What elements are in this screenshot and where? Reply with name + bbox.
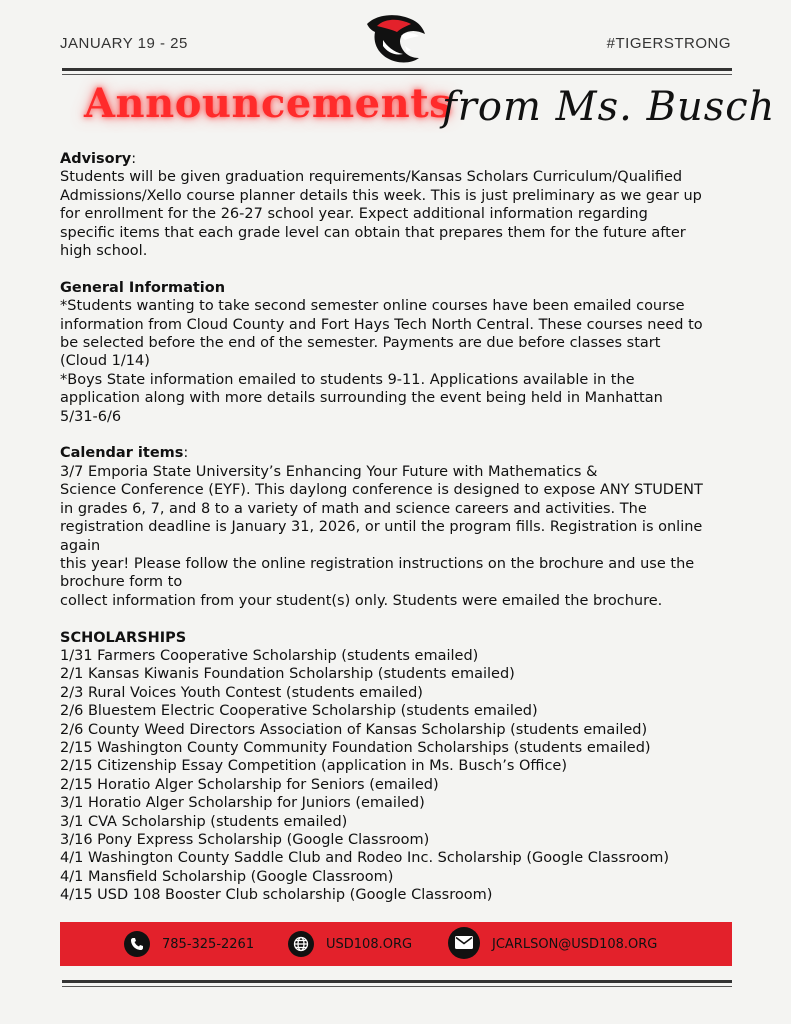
calendar-line: Science Conference (EYF). This daylong conference is designed to expose ANY STUDENT — [60, 482, 703, 499]
scholarship-item: 4/1 Mansfield Scholarship (Google Classroom) — [60, 868, 394, 885]
general-line: application along with more details surrounding the event being held in Manhattan — [60, 390, 663, 407]
hashtag: #TIGERSTRONG — [606, 35, 731, 52]
phone-number: 785-325-2261 — [162, 936, 255, 952]
globe-icon — [288, 931, 314, 957]
general-heading: General Information — [60, 279, 226, 296]
website-link: USD108.ORG — [326, 936, 413, 952]
calendar-line: collect information from your student(s) only. Students were emailed the brochure. — [60, 592, 663, 609]
contact-email[interactable] — [448, 931, 657, 957]
contact-website[interactable] — [288, 931, 412, 957]
advisory-heading: Advisory — [60, 151, 132, 167]
scholarship-item: 4/1 Washington County Saddle Club and Rodeo Inc. Scholarship (Google Classroom) — [60, 850, 670, 867]
scholarship-item: 2/3 Rural Voices Youth Contest (students emailed) — [60, 684, 423, 701]
advisory-heading-line: Advisory: — [60, 151, 137, 167]
general-line: information from Cloud County and Fort Hays Tech North Central. These courses need to — [60, 316, 703, 333]
contact-bar — [60, 922, 732, 966]
calendar-line: in grades 6, 7, and 8 to a variety of math and science careers and activities. The — [60, 500, 647, 517]
calendar-line: 3/7 Emporia State University’s Enhancing Your Future with Mathematics & — [60, 463, 598, 480]
announcement-body — [60, 150, 750, 905]
scholarships-heading: SCHOLARSHIPS — [60, 629, 187, 646]
mail-icon — [448, 927, 480, 959]
header-rule-thin — [62, 74, 732, 75]
date-range: JANUARY 19 - 25 — [60, 35, 188, 52]
scholarship-item: 2/6 Bluestem Electric Cooperative Scholarship (students emailed) — [60, 703, 538, 720]
footer-rule-thick — [62, 980, 732, 983]
scholarship-item: 2/15 Washington County Community Foundation Scholarships (students emailed) — [60, 739, 651, 756]
general-line: *Students wanting to take second semester online courses have been emailed course — [60, 298, 685, 315]
advisory-line: for enrollment for the 26-27 school year. Expect additional information regarding — [60, 206, 648, 223]
calendar-heading-line: Calendar items: — [60, 445, 189, 462]
advisory-line: specific items that each grade level can obtain that prepares them for the future after — [60, 224, 686, 241]
scholarship-item: 2/15 Citizenship Essay Competition (application in Ms. Busch’s Office) — [60, 758, 568, 775]
calendar-line: registration deadline is January 31, 2026, or until the program fills. Registration is online — [60, 519, 703, 536]
page-subtitle-script: from Ms. Busch — [442, 84, 776, 130]
scholarship-item: 2/1 Kansas Kiwanis Foundation Scholarship (students emailed) — [60, 666, 515, 683]
scholarship-item: 3/1 Horatio Alger Scholarship for Juniors (emailed) — [60, 795, 425, 812]
calendar-line: again — [60, 537, 101, 554]
contact-phone[interactable] — [124, 931, 254, 957]
page-title: Announcements — [84, 80, 453, 127]
calendar-line: this year! Please follow the online registration instructions on the brochure and use the — [60, 555, 695, 572]
advisory-line: Admissions/Xello course planner details this week. This is just preliminary as we gear up — [60, 187, 702, 204]
scholarship-item: 4/15 USD 108 Booster Club scholarship (Google Classroom) — [60, 887, 493, 904]
scholarship-item: 3/1 CVA Scholarship (students emailed) — [60, 813, 348, 830]
scholarship-item: 2/15 Horatio Alger Scholarship for Seniors (emailed) — [60, 776, 439, 793]
general-line: (Cloud 1/14) — [60, 353, 150, 370]
scholarship-item: 2/6 County Weed Directors Association of Kansas Scholarship (students emailed) — [60, 721, 648, 738]
header-rule-thick — [62, 68, 732, 71]
general-line: be selected before the end of the semester. Payments are due before classes start — [60, 335, 661, 352]
calendar-heading: Calendar items — [60, 445, 184, 462]
general-line: 5/31-6/6 — [60, 408, 122, 425]
email-link: JCARLSON@USD108.ORG — [492, 936, 658, 952]
calendar-line: brochure form to — [60, 574, 183, 591]
footer-rule-thin — [62, 986, 732, 987]
general-line: *Boys State information emailed to students 9-11. Applications available in the — [60, 371, 635, 388]
tiger-head-icon — [363, 10, 427, 64]
advisory-line: high school. — [60, 243, 148, 260]
phone-icon — [124, 931, 150, 957]
advisory-line: Students will be given graduation requirements/Kansas Scholars Curriculum/Qualified — [60, 169, 683, 186]
scholarship-item: 3/16 Pony Express Scholarship (Google Classroom) — [60, 831, 430, 848]
scholarship-item: 1/31 Farmers Cooperative Scholarship (students emailed) — [60, 647, 479, 664]
